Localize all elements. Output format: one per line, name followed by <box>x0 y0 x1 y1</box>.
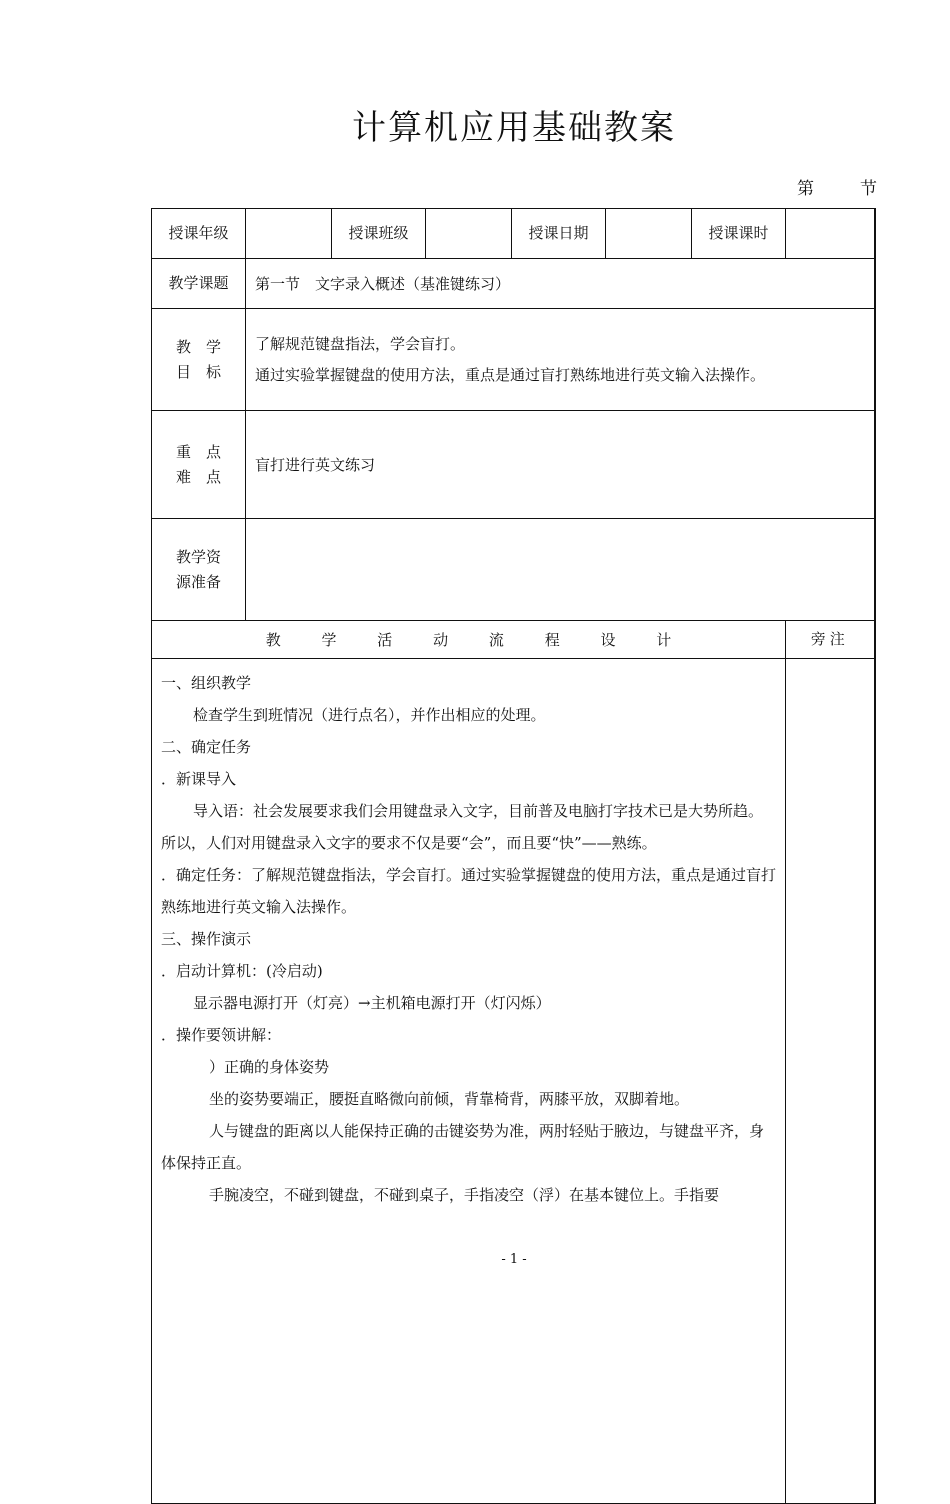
objective-line-2: 通过实验掌握键盘的使用方法，重点是通过盲打熟练地进行英文输入法操作。 <box>255 365 766 384</box>
notes-column <box>786 659 875 1504</box>
body-subheading: ）正确的身体姿势 <box>209 1058 330 1076</box>
body-heading: 一、组织教学 <box>161 674 252 692</box>
section-label <box>797 174 877 199</box>
key-points-value: 盲打进行英文练习 <box>246 411 875 519</box>
objectives-label <box>152 309 246 411</box>
flow-body <box>152 659 786 1504</box>
section-label-first: 第 <box>797 179 814 199</box>
page-number: - 1 - <box>501 1252 527 1267</box>
flow-header-char: 学 <box>321 631 337 649</box>
body-item: ．启动计算机：(冷启动) <box>161 962 323 980</box>
class-label: 授课班级 <box>332 209 426 259</box>
page-title: 计算机应用基础教案 <box>352 108 676 148</box>
body-heading: 二、确定任务 <box>161 738 252 756</box>
lesson-plan-table <box>151 208 876 1504</box>
objectives-label-line2: 目 标 <box>175 362 221 381</box>
notes-header: 旁注 <box>786 621 875 659</box>
body-item: ．确定任务：了解规范键盘指法，学会盲打。通过实验掌握键盘的使用方法，重点是通过盲打熟练地进行英文输入法操作。 <box>161 866 777 916</box>
resources-value <box>246 519 875 621</box>
date-value <box>606 209 692 259</box>
hours-label: 授课课时 <box>692 209 786 259</box>
resources-label-line2: 源准备 <box>175 572 221 591</box>
objectives-row <box>152 309 875 411</box>
body-item: ．操作要领讲解： <box>161 1026 282 1044</box>
objectives-label-line1: 教 学 <box>175 337 221 356</box>
resources-label <box>152 519 246 621</box>
flow-header-char: 动 <box>433 631 449 649</box>
class-value <box>426 209 512 259</box>
body-paragraph: 坐的姿势要端正，腰挺直略微向前倾，背靠椅背，两膝平放，双脚着地。 <box>209 1090 690 1108</box>
body-paragraph: 人与键盘的距离以人能保持正确的击键姿势为准，两肘轻贴于腋边，与键盘平齐，身体保持正直。 <box>161 1122 765 1172</box>
date-label: 授课日期 <box>512 209 606 259</box>
flow-body-row <box>152 659 875 1504</box>
key-points-row <box>152 411 875 519</box>
flow-header-row <box>152 621 875 659</box>
section-label-second: 节 <box>860 179 877 199</box>
flow-header-char: 设 <box>600 631 616 649</box>
flow-header-char: 活 <box>377 631 393 649</box>
body-paragraph: 显示器电源打开（灯亮）→主机箱电源打开（灯闪烁） <box>193 994 551 1012</box>
key-points-label-line2: 难 点 <box>175 467 221 486</box>
key-points-label-line1: 重 点 <box>175 442 221 461</box>
grade-value <box>246 209 332 259</box>
body-heading: 三、操作演示 <box>161 930 252 948</box>
body-paragraph: 导入语：社会发展要求我们会用键盘录入文字，目前普及电脑打字技术已是大势所趋。所以，人们对用键盘录入文字的要求不仅是要“会”，而且要“快”——熟练。 <box>161 802 764 852</box>
body-paragraph: 手腕凌空，不碰到键盘，不碰到桌子，手指凌空（浮）在基本键位上。手指要 <box>209 1186 720 1204</box>
flow-header-char: 程 <box>544 631 560 649</box>
grade-label: 授课年级 <box>152 209 246 259</box>
resources-row <box>152 519 875 621</box>
flow-header-char: 教 <box>265 631 281 649</box>
header-row <box>152 209 875 259</box>
flow-header-char: 计 <box>656 631 672 649</box>
body-item: ．新课导入 <box>161 770 237 788</box>
objectives-content <box>246 309 875 411</box>
objective-line-1: 了解规范键盘指法，学会盲打。 <box>255 334 466 353</box>
hours-value <box>786 209 875 259</box>
resources-label-line1: 教学资 <box>175 547 221 566</box>
key-points-label <box>152 411 246 519</box>
flow-design-header <box>152 621 786 659</box>
topic-row <box>152 259 875 309</box>
body-paragraph: 检查学生到班情况（进行点名），并作出相应的处理。 <box>193 706 546 724</box>
topic-value: 第一节 文字录入概述（基准键练习） <box>246 259 875 309</box>
flow-header-char: 流 <box>488 631 504 649</box>
topic-label: 教学课题 <box>152 259 246 309</box>
